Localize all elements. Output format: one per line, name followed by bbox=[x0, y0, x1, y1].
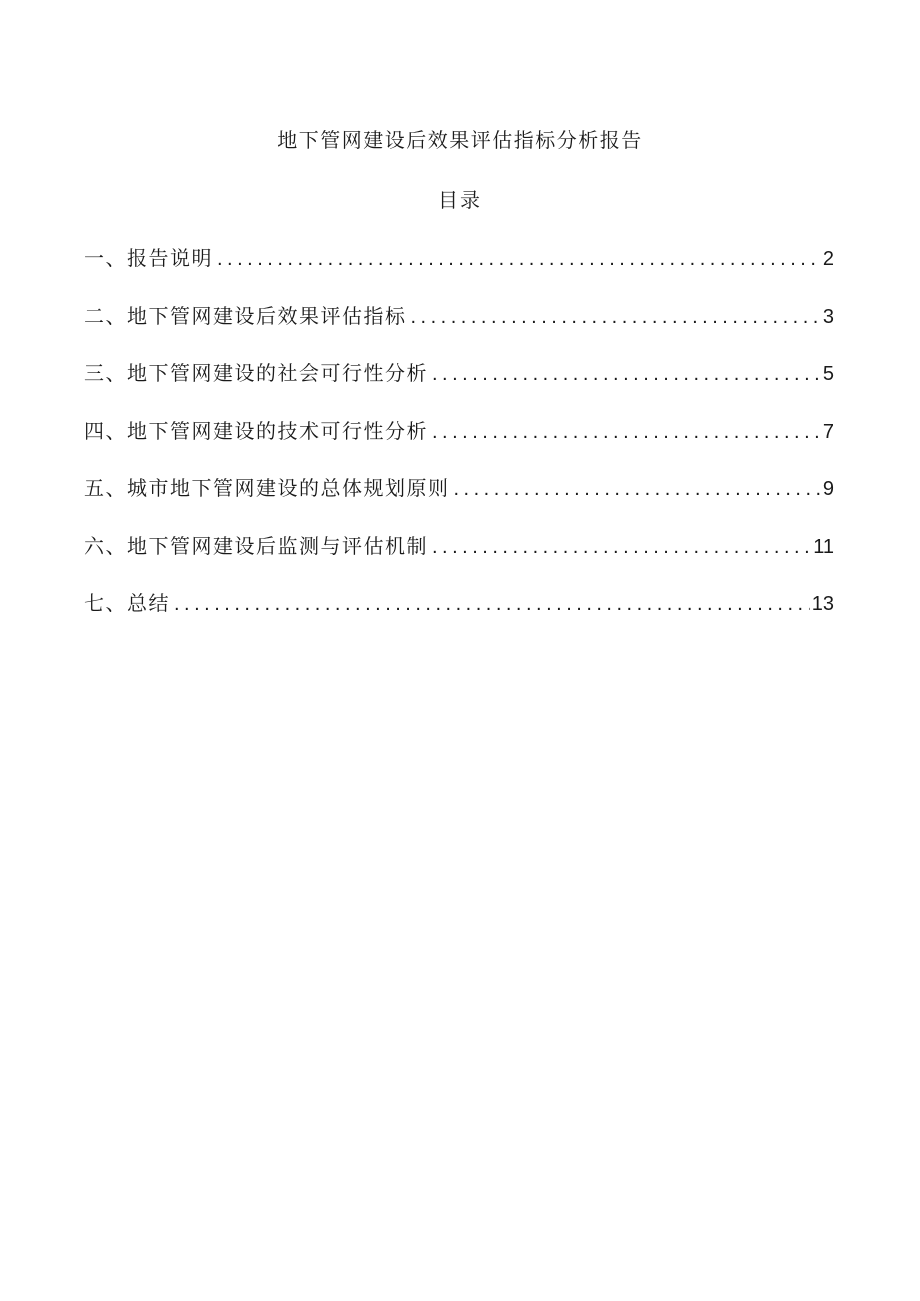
toc-leader-dots bbox=[407, 303, 821, 331]
toc-entry[interactable] bbox=[84, 302, 834, 360]
toc-entry-page: 3 bbox=[822, 305, 834, 328]
toc-entry-label: 七、总结 bbox=[84, 591, 170, 615]
document-title: 地下管网建设后效果评估指标分析报告 bbox=[277, 128, 643, 152]
toc-leader-dots bbox=[428, 360, 821, 388]
toc-entry-page: 2 bbox=[822, 248, 834, 270]
toc-entry-label: 五、城市地下管网建设的总体规划原则 bbox=[84, 476, 450, 500]
toc-leader-dots bbox=[170, 590, 810, 618]
toc-entry[interactable] bbox=[84, 417, 834, 475]
toc-entry-label: 三、地下管网建设的社会可行性分析 bbox=[84, 361, 428, 385]
toc-entry-page: 11 bbox=[813, 535, 834, 558]
toc-entry-label: 六、地下管网建设后监测与评估机制 bbox=[84, 533, 428, 558]
toc-entry-page: 13 bbox=[811, 593, 834, 615]
table-of-contents bbox=[84, 244, 834, 647]
toc-leader-dots bbox=[450, 475, 821, 503]
toc-heading: 目录 bbox=[438, 188, 482, 212]
toc-leader-dots bbox=[213, 245, 821, 273]
toc-entry[interactable] bbox=[84, 359, 834, 417]
toc-entry-label: 二、地下管网建设后效果评估指标 bbox=[84, 303, 407, 328]
toc-entry[interactable] bbox=[84, 474, 834, 532]
toc-entry-label: 一、报告说明 bbox=[84, 246, 213, 270]
toc-entry[interactable] bbox=[84, 589, 834, 647]
toc-leader-dots bbox=[428, 418, 821, 446]
toc-entry[interactable] bbox=[84, 532, 834, 590]
toc-entry-label: 四、地下管网建设的技术可行性分析 bbox=[84, 418, 428, 443]
toc-leader-dots bbox=[428, 533, 811, 561]
toc-entry-page: 5 bbox=[822, 363, 834, 385]
toc-entry[interactable] bbox=[84, 244, 834, 302]
toc-entry-page: 7 bbox=[822, 420, 834, 443]
toc-entry-page: 9 bbox=[822, 478, 834, 500]
